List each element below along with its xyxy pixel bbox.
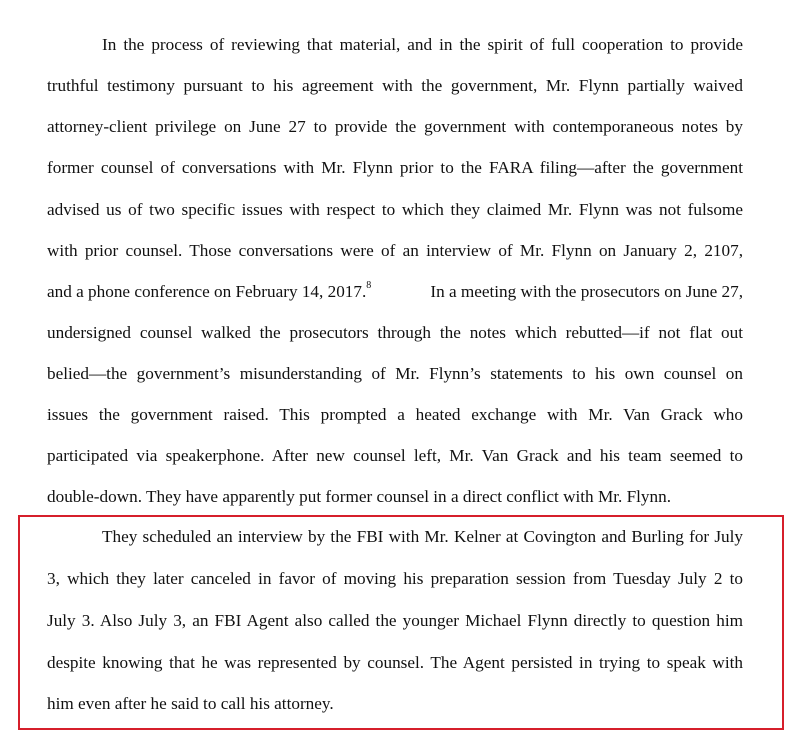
footnote-marker[interactable]: 8	[366, 280, 372, 292]
paragraph-1-line-7-right: In a meeting with the prosecutors on June 27,	[430, 282, 743, 301]
paragraph-1-line-7-left	[47, 282, 371, 302]
paragraph-2-line-1: They scheduled an interview by the FBI with Mr. Kelner at Covington and Burling for July	[102, 527, 743, 546]
paragraph-1-line-5: advised us of two specific issues with respect to which they claimed Mr. Flynn was not fulsome	[47, 200, 743, 219]
paragraph-1-line-11: participated via speakerphone. After new counsel left, Mr. Van Grack and his team seemed to	[47, 446, 743, 465]
paragraph-1-line-2: truthful testimony pursuant to his agreement with the government, Mr. Flynn partially waived	[47, 76, 743, 95]
paragraph-1-line-3: attorney-client privilege on June 27 to provide the government with contemporaneous notes by	[47, 117, 743, 136]
paragraph-1-line-12: double-down. They have apparently put former counsel in a direct conflict with Mr. Flynn.	[47, 487, 672, 506]
paragraph-2-line-5: him even after he said to call his attorney.	[47, 694, 334, 713]
paragraph-1-line-8: undersigned counsel walked the prosecutors through the notes which rebutted—if not flat out	[47, 323, 743, 342]
paragraph-1-line-1: In the process of reviewing that material, and in the spirit of full cooperation to provide	[102, 35, 743, 54]
paragraph-1-line-10: issues the government raised. This prompted a heated exchange with Mr. Van Grack who	[47, 405, 743, 424]
paragraph-1-line-9: belied—the government’s misunderstanding of Mr. Flynn’s statements to his own counsel on	[47, 364, 743, 383]
paragraph-1-line-4: former counsel of conversations with Mr. Flynn prior to the FARA filing—after the government	[47, 158, 743, 177]
paragraph-2-line-3: July 3. Also July 3, an FBI Agent also called the younger Michael Flynn directly to question him	[47, 611, 743, 630]
line-7-text-a: and a phone conference on February 14, 2017.	[47, 282, 367, 301]
paragraph-1-line-6: with prior counsel. Those conversations were of an interview of Mr. Flynn on January 2, 2107,	[47, 241, 743, 260]
paragraph-2-line-4: despite knowing that he was represented by counsel. The Agent persisted in trying to speak with	[47, 653, 743, 672]
paragraph-1-line-7	[47, 282, 743, 302]
paragraph-2-line-2: 3, which they later canceled in favor of moving his preparation session from Tuesday July 2 to	[47, 569, 743, 588]
